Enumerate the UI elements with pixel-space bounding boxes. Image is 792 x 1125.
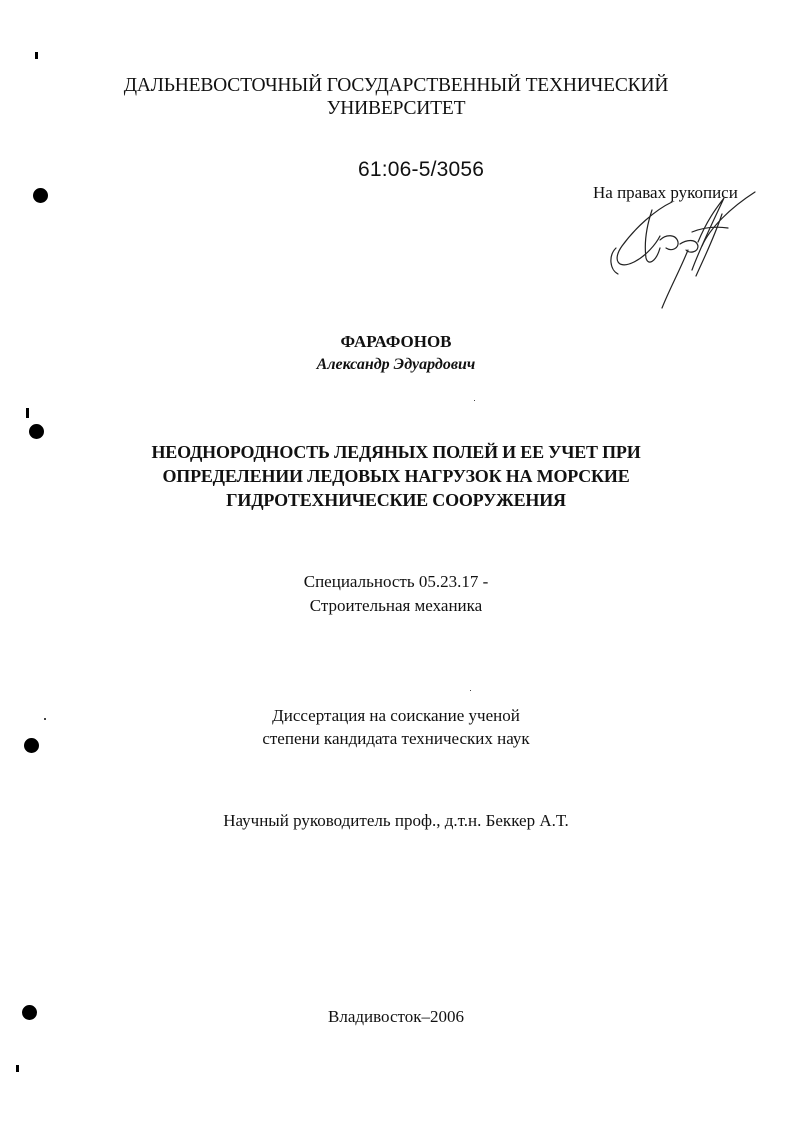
manuscript-rights-note: На правах рукописи: [593, 183, 738, 202]
author-surname: ФАРАФОНОВ: [340, 332, 452, 351]
specialty-code-line: Специальность 05.23.17 -: [303, 572, 489, 591]
author-signature: [600, 188, 760, 313]
dissertation-title-line-1: НЕОДНОРОДНОСТЬ ЛЕДЯНЫХ ПОЛЕЙ И ЕЕ УЧЕТ ПРИ: [151, 442, 641, 462]
scientific-supervisor: Научный руководитель проф., д.т.н. Беккер А.Т.: [223, 811, 569, 830]
degree-statement: [0, 704, 792, 750]
degree-statement-line-1: Диссертация на соискание ученой: [272, 706, 520, 725]
scan-speck: [470, 690, 471, 691]
author-given-names: Александр Эдуардович: [316, 356, 476, 373]
specialty: [0, 570, 792, 618]
university-name-line-1: ДАЛЬНЕВОСТОЧНЫЙ ГОСУДАРСТВЕННЫЙ ТЕХНИЧЕСКИЙ: [123, 75, 669, 96]
punch-hole: [29, 424, 44, 439]
punch-hole: [33, 188, 48, 203]
specialty-name-line: Строительная механика: [309, 596, 483, 615]
university-name: [0, 74, 792, 120]
dissertation-title-line-2: ОПРЕДЕЛЕНИИ ЛЕДОВЫХ НАГРУЗОК НА МОРСКИЕ: [162, 466, 630, 486]
catalog-code: 61:06-5/3056: [358, 158, 485, 181]
binding-mark: [26, 408, 29, 418]
university-name-line-2: УНИВЕРСИТЕТ: [326, 98, 466, 119]
degree-statement-line-2: степени кандидата технических наук: [262, 729, 530, 748]
dissertation-title-line-3: ГИДРОТЕХНИЧЕСКИЕ СООРУЖЕНИЯ: [226, 490, 566, 510]
scan-speck: [474, 400, 475, 401]
city-year: Владивосток–2006: [328, 1007, 464, 1026]
dissertation-title: [0, 440, 792, 512]
binding-mark: [16, 1065, 19, 1072]
binding-mark: [35, 52, 38, 59]
